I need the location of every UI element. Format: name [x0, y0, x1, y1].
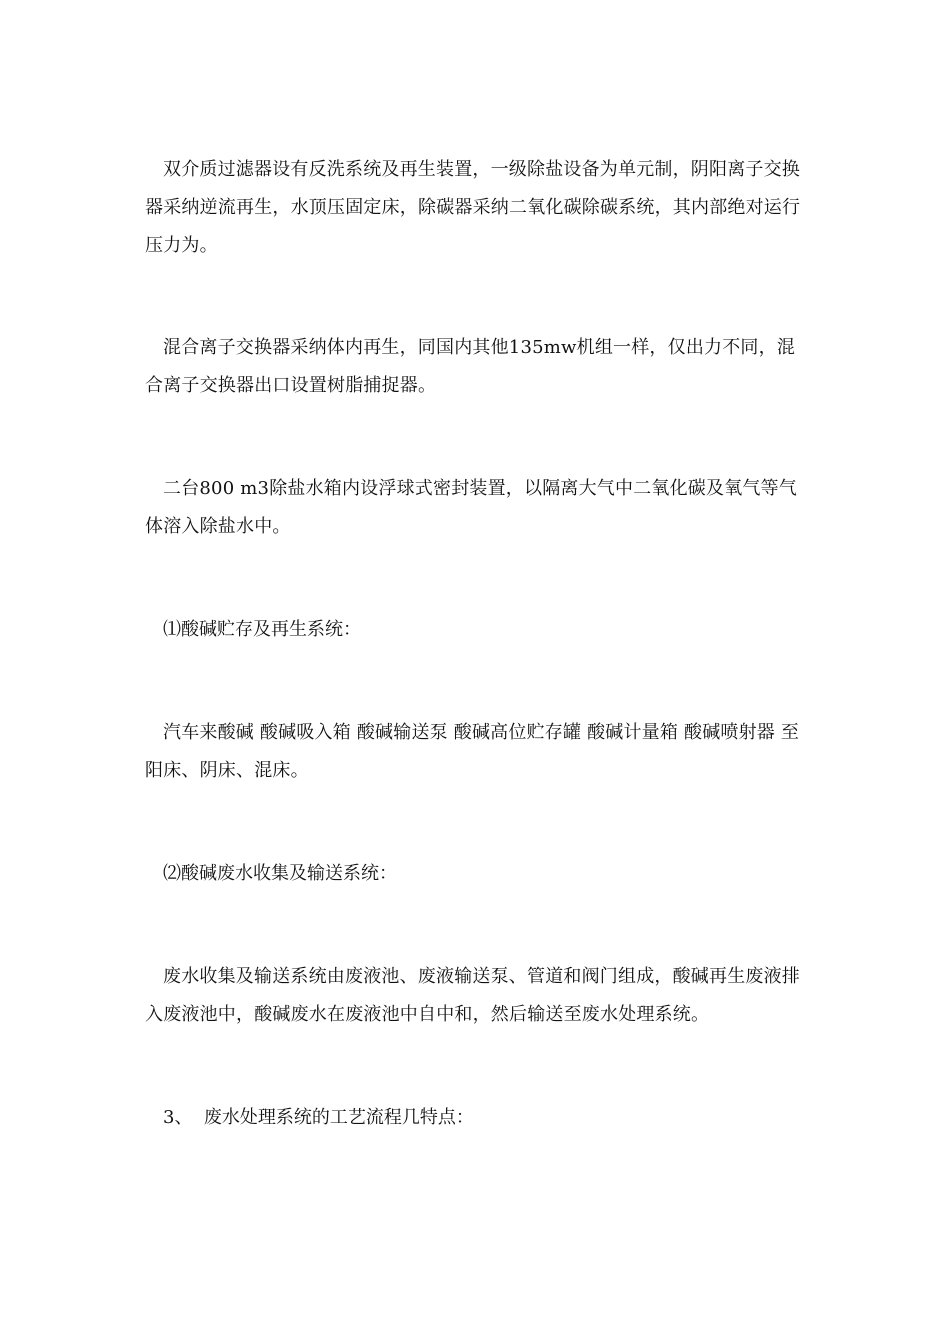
heading-text: ⑵酸碱废水收集及输送系统： — [163, 863, 397, 884]
heading-text: 3、 废水处理系统的工艺流程几特点： — [163, 1107, 474, 1128]
paragraph-text: 双介质过滤器设有反洗系统及再生装置，一级除盐设备为单元制，阴阳离子交换器采纳逆流再生，水顶压固定床，除碳器采纳二氧化碳除碳系统，其内部绝对运行压力为。 — [145, 159, 801, 256]
paragraph-text: 汽车来酸碱 酸碱吸入箱 酸碱输送泵 酸碱高位贮存罐 酸碱计量箱 酸碱喷射器 至阳床、阴床、混床。 — [145, 722, 800, 781]
paragraph-wastewater-collection — [145, 958, 810, 1034]
section-heading-acid-alkali-storage — [145, 611, 361, 649]
heading-text: ⑴酸碱贮存及再生系统： — [163, 619, 361, 640]
paragraph-demineralized-water-tank — [145, 470, 810, 546]
paragraph-text: 混合离子交换器采纳体内再生，同国内其他135mw机组一样，仅出力不同，混合离子交换器出口设置树脂捕捉器。 — [145, 337, 796, 396]
paragraph-text: 二台800 m3除盐水箱内设浮球式密封装置，以隔离大气中二氧化碳及氧气等气体溶入除盐水中。 — [145, 478, 797, 537]
section-heading-wastewater-treatment — [145, 1099, 474, 1137]
section-heading-acid-alkali-wastewater — [145, 855, 397, 893]
paragraph-mixed-ion-exchanger — [145, 329, 810, 405]
paragraph-acid-alkali-flow — [145, 714, 810, 790]
paragraph-text: 废水收集及输送系统由废液池、废液输送泵、管道和阀门组成，酸碱再生废液排入废液池中，酸碱废水在废液池中自中和，然后输送至废水处理系统。 — [145, 966, 800, 1025]
paragraph-filter-system — [145, 151, 810, 265]
